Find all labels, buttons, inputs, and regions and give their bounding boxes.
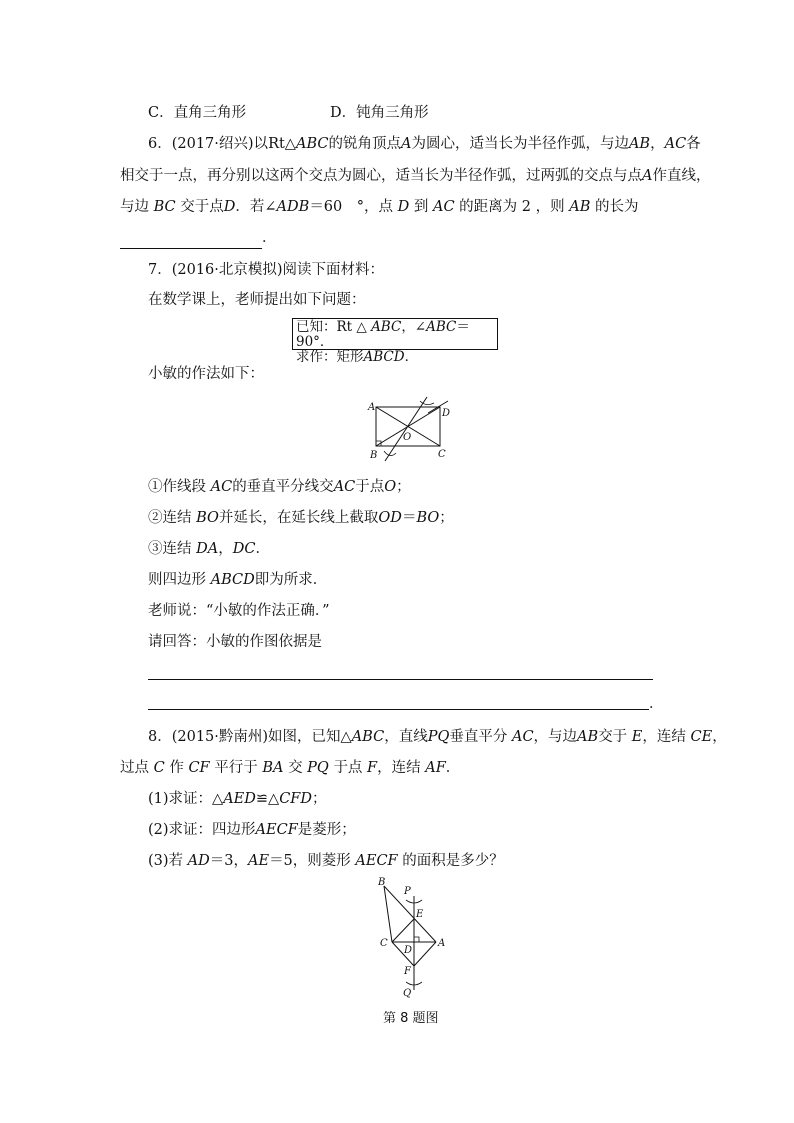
- q6-line-3: 与边 BC 交于点D．若∠ADB＝60 °，点 D 到 AC 的距离为 2 ，则 AB 的长为: [120, 199, 639, 215]
- label-b: B: [370, 450, 378, 461]
- q8-sub-1: (1)求证：△AED≌△CFD；: [148, 791, 327, 807]
- label-a: A: [438, 938, 446, 949]
- label-d: D: [442, 408, 451, 419]
- label-q: Q: [403, 988, 412, 999]
- label-p: P: [404, 886, 411, 897]
- label-d: D: [404, 945, 413, 956]
- label-c: C: [380, 938, 388, 949]
- q8-line-1: 8．(2015·黔南州)如图，已知△ABC，直线PQ垂直平分 AC，与边AB交于 E，连结 CE，: [148, 729, 727, 745]
- q7-method: 小敏的作法如下：: [148, 366, 264, 382]
- q7-conclusion: 则四边形 ABCD即为所求．: [148, 572, 328, 588]
- answer-blank: [120, 228, 262, 249]
- label-b: B: [378, 877, 386, 888]
- q7-end: ．: [649, 696, 664, 712]
- q8-sub-3: (3)若 AD＝3，AE＝5，则菱形 AECF 的面积是多少？: [148, 853, 504, 869]
- option-d: D．钝角三角形: [330, 105, 429, 121]
- problem-box: [292, 318, 498, 365]
- answer-line-1: [148, 679, 653, 680]
- option-c: C．直角三角形: [148, 105, 247, 121]
- q7-title: 7．(2016·北京模拟)阅读下面材料：: [148, 262, 385, 278]
- q6-line-2: 相交于一点，再分别以这两个交点为圆心，适当长为半径作弧，过两弧的交点与点A作直线，: [120, 168, 711, 184]
- label-e: E: [416, 909, 424, 920]
- answer-line-2: [148, 709, 649, 710]
- q7-step-1: ①作线段 AC的垂直平分线交AC于点O；: [148, 479, 411, 495]
- q7-intro: 在数学课上，老师提出如下问题：: [148, 292, 366, 308]
- figure-caption: 第 8 题图: [383, 1011, 439, 1026]
- q7-ask: 请回答：小敏的作图依据是: [148, 634, 322, 650]
- q7-step-2: ②连结 BO并延长，在延长线上截取OD＝BO；: [148, 510, 454, 526]
- q7-step-3: ③连结 DA，DC．: [148, 541, 270, 557]
- q6-answer-line: ．: [120, 228, 277, 249]
- rectangle-figure: [366, 393, 458, 465]
- box-given: 已知：Rt △ ABC，∠ABC＝90°．: [296, 319, 470, 350]
- label-a: A: [368, 402, 376, 413]
- rhombus-figure: [370, 874, 452, 1000]
- q6-line-1: 6．(2017·绍兴)以Rt△ABC的锐角顶点A为圆心，适当长为半径作弧，与边AB，AC各: [148, 136, 701, 152]
- label-o: O: [403, 432, 412, 443]
- box-construct: 求作：矩形ABCD．: [296, 349, 419, 365]
- q8-line-2: 过点 C 作 CF 平行于 BA 交 PQ 于点 F，连结 AF．: [120, 760, 461, 776]
- q7-teacher: 老师说：“小敏的作法正确．”: [148, 603, 330, 619]
- label-c: C: [438, 449, 446, 460]
- label-f: F: [404, 966, 411, 977]
- q8-sub-2: (2)求证：四边形AECF是菱形；: [148, 822, 356, 838]
